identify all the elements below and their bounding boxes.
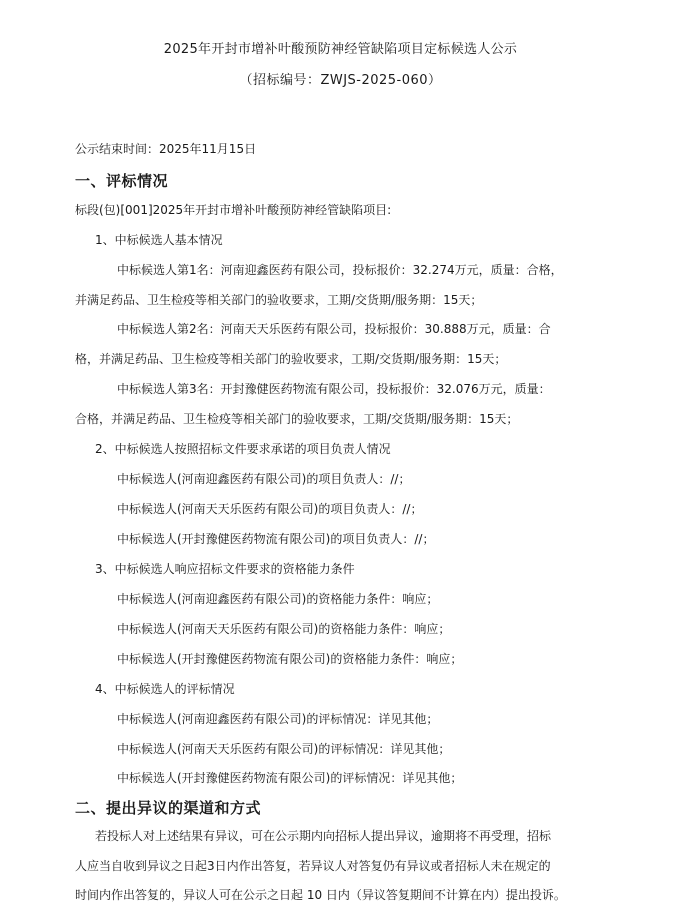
- qualification-candidate-2: 中标候选人(河南天天乐医药有限公司)的资格能力条件：响应；: [117, 622, 451, 636]
- candidate-2-line-b: 格，并满足药品、卫生检疫等相关部门的验收要求，工期/交货期/服务期：15天；: [75, 352, 507, 366]
- project-leader-candidate-3: 中标候选人(开封豫健医药物流有限公司)的项目负责人：//；: [117, 532, 435, 546]
- section-heading-objection: 二、提出异议的渠道和方式: [75, 799, 262, 817]
- subsection-heading-qualification: 3、中标候选人响应招标文件要求的资格能力条件: [95, 562, 355, 576]
- candidate-3-line-b: 合格，并满足药品、卫生检疫等相关部门的验收要求，工期/交货期/服务期：15天；: [75, 412, 519, 426]
- objection-paragraph-line-2: 人应当自收到异议之日起3日内作出答复，若异议人对答复仍有异议或者招标人未在规定的: [75, 859, 551, 873]
- evaluation-candidate-2: 中标候选人(河南天天乐医药有限公司)的评标情况：详见其他；: [117, 742, 451, 756]
- project-leader-candidate-1: 中标候选人(河南迎鑫医药有限公司)的项目负责人：//；: [117, 472, 411, 486]
- evaluation-candidate-3: 中标候选人(开封豫健医药物流有限公司)的评标情况：详见其他；: [117, 771, 463, 785]
- objection-paragraph-line-1: 若投标人对上述结果有异议，可在公示期内向招标人提出异议，逾期将不再受理，招标: [95, 829, 552, 843]
- evaluation-candidate-1: 中标候选人(河南迎鑫医药有限公司)的评标情况：详见其他；: [117, 712, 439, 726]
- tender-number: （招标编号：ZWJS-2025-060）: [239, 73, 442, 88]
- section-heading-evaluation: 一、评标情况: [75, 172, 169, 190]
- candidate-1-line-a: 中标候选人第1名：河南迎鑫医药有限公司，投标报价：32.274万元，质量：合格，: [117, 263, 563, 277]
- candidate-2-line-a: 中标候选人第2名：河南天天乐医药有限公司，投标报价：30.888万元，质量：合: [117, 322, 551, 336]
- lot-title: 标段(包)[001]2025年开封市增补叶酸预防神经管缺陷项目:: [75, 203, 392, 217]
- candidate-3-line-a: 中标候选人第3名：开封豫健医药物流有限公司，投标报价：32.076万元，质量：: [117, 382, 551, 396]
- objection-paragraph-line-3: 时间内作出答复的，异议人可在公示之日起 10 日内（异议答复期间不计算在内）提出投诉。: [75, 888, 566, 902]
- subsection-heading-project-leader: 2、中标候选人按照招标文件要求承诺的项目负责人情况: [95, 442, 391, 456]
- subsection-heading-basic-info: 1、中标候选人基本情况: [95, 233, 223, 247]
- qualification-candidate-1: 中标候选人(河南迎鑫医药有限公司)的资格能力条件：响应；: [117, 592, 439, 606]
- subsection-heading-evaluation-status: 4、中标候选人的评标情况: [95, 682, 235, 696]
- document-title: 2025年开封市增补叶酸预防神经管缺陷项目定标候选人公示: [163, 42, 518, 57]
- candidate-1-line-b: 并满足药品、卫生检疫等相关部门的验收要求，工期/交货期/服务期：15天；: [75, 293, 483, 307]
- announcement-end-time: 公示结束时间：2025年11月15日: [75, 142, 257, 156]
- qualification-candidate-3: 中标候选人(开封豫健医药物流有限公司)的资格能力条件：响应；: [117, 652, 463, 666]
- project-leader-candidate-2: 中标候选人(河南天天乐医药有限公司)的项目负责人：//；: [117, 502, 423, 516]
